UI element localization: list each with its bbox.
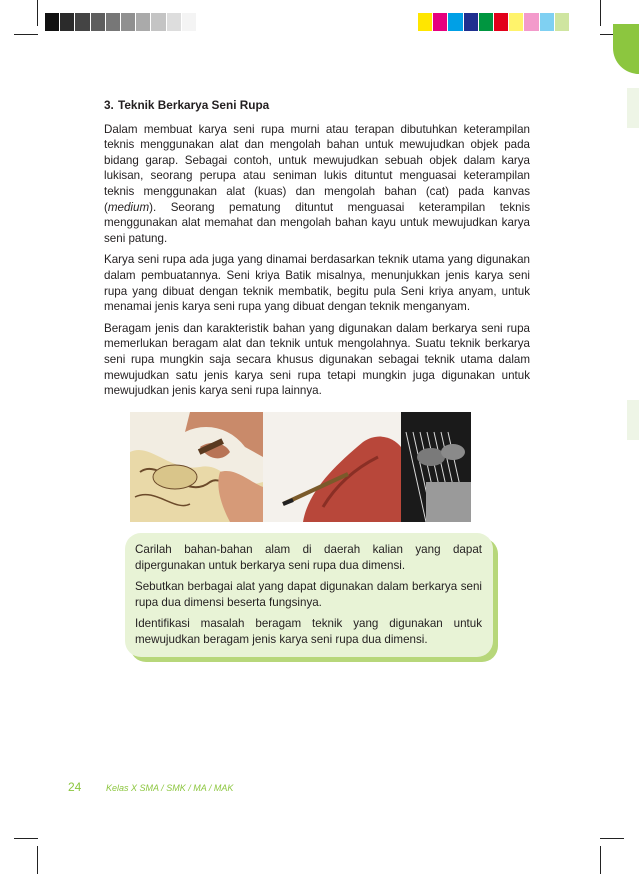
crop-mark	[600, 838, 624, 839]
gray-swatch	[167, 13, 182, 31]
photo-strip	[130, 412, 471, 522]
main-content	[104, 98, 530, 405]
color-swatch	[433, 13, 448, 31]
side-tab	[627, 400, 639, 440]
gray-swatch	[151, 13, 166, 31]
crop-mark	[600, 0, 601, 26]
paragraph-3: Beragam jenis dan karakteristik bahan yang digunakan dalam berkarya seni rupa memerlukan beragam alat dan teknik untuk mengolahnya. Suatu teknik berkarya seni rupa mungkin saja secara khusus digunakan sebagai teknik utama dalam mewujudkan satu jenis karya seni rupa tetapi mungkin juga digunakan untuk mewujudkan jenis karya seni rupa lainnya.	[104, 321, 530, 398]
color-bar	[418, 13, 570, 31]
gray-swatch	[75, 13, 90, 31]
color-swatch	[540, 13, 555, 31]
grayscale-bar	[45, 13, 197, 31]
gray-swatch	[136, 13, 151, 31]
color-swatch	[524, 13, 539, 31]
drawing-photo	[263, 412, 401, 522]
color-swatch	[555, 13, 570, 31]
crop-mark	[600, 846, 601, 874]
paragraph-1: Dalam membuat karya seni rupa murni atau terapan dibutuhkan keterampilan teknis menggunakan alat dan mengolah bahan untuk mewujudkan objek pada bidang garap. Sebagai contoh, untuk mewujudkan sebuah objek dalam karya lukisan, seorang perupa atau seniman lukis dituntut menguasai keterampilan teknis menggunakan alat (kuas) dan mengolah bahan (cat) pada kanvas (medium). Seorang pematung dituntut menguasai keterampilan teknis menggunakan alat memahat dan mengolah bahan kayu untuk mewujudkan karya seni patung.	[104, 122, 530, 245]
gray-swatch	[182, 13, 197, 31]
batik-photo	[130, 412, 263, 522]
crop-mark	[37, 846, 38, 874]
color-swatch	[494, 13, 509, 31]
task-box	[125, 533, 493, 657]
weaving-photo	[401, 412, 471, 522]
side-tab	[627, 88, 639, 128]
color-swatch	[464, 13, 479, 31]
crop-mark	[37, 0, 38, 26]
gray-swatch	[106, 13, 121, 31]
section-number: 3.	[104, 98, 114, 112]
section-title: Teknik Berkarya Seni Rupa	[118, 98, 270, 112]
page-number: 24	[68, 780, 82, 794]
color-swatch	[509, 13, 524, 31]
crop-mark	[14, 838, 38, 839]
color-swatch	[418, 13, 433, 31]
gray-swatch	[60, 13, 75, 31]
section-heading	[104, 98, 530, 114]
gray-swatch	[45, 13, 60, 31]
task-item: Identifikasi masalah beragam teknik yang digunakan untuk mewujudkan beragam jenis karya seni rupa dua dimensi.	[135, 617, 482, 646]
green-page-band	[613, 24, 639, 74]
color-swatch	[448, 13, 463, 31]
crop-mark	[14, 34, 38, 35]
book-label: Kelas X SMA / SMK / MA / MAK	[106, 783, 234, 793]
gray-swatch	[121, 13, 136, 31]
paragraph-2: Karya seni rupa ada juga yang dinamai berdasarkan teknik utama yang digunakan dalam pembuatannya. Seni kriya Batik misalnya, menunjukkan jenis karya seni rupa yang dibuat dengan teknik membatik, begitu pula Seni kriya anyam, untuk menamai jenis karya seni rupa yang dibuat dengan teknik menganyam.	[104, 253, 530, 314]
task-item: Carilah bahan-bahan alam di daerah kalian yang dapat dipergunakan untuk berkarya seni rupa dua dimensi.	[135, 543, 482, 572]
color-swatch	[479, 13, 494, 31]
task-item: Sebutkan berbagai alat yang dapat digunakan dalam berkarya seni rupa dua dimensi beserta fungsinya.	[135, 580, 482, 609]
gray-swatch	[91, 13, 106, 31]
